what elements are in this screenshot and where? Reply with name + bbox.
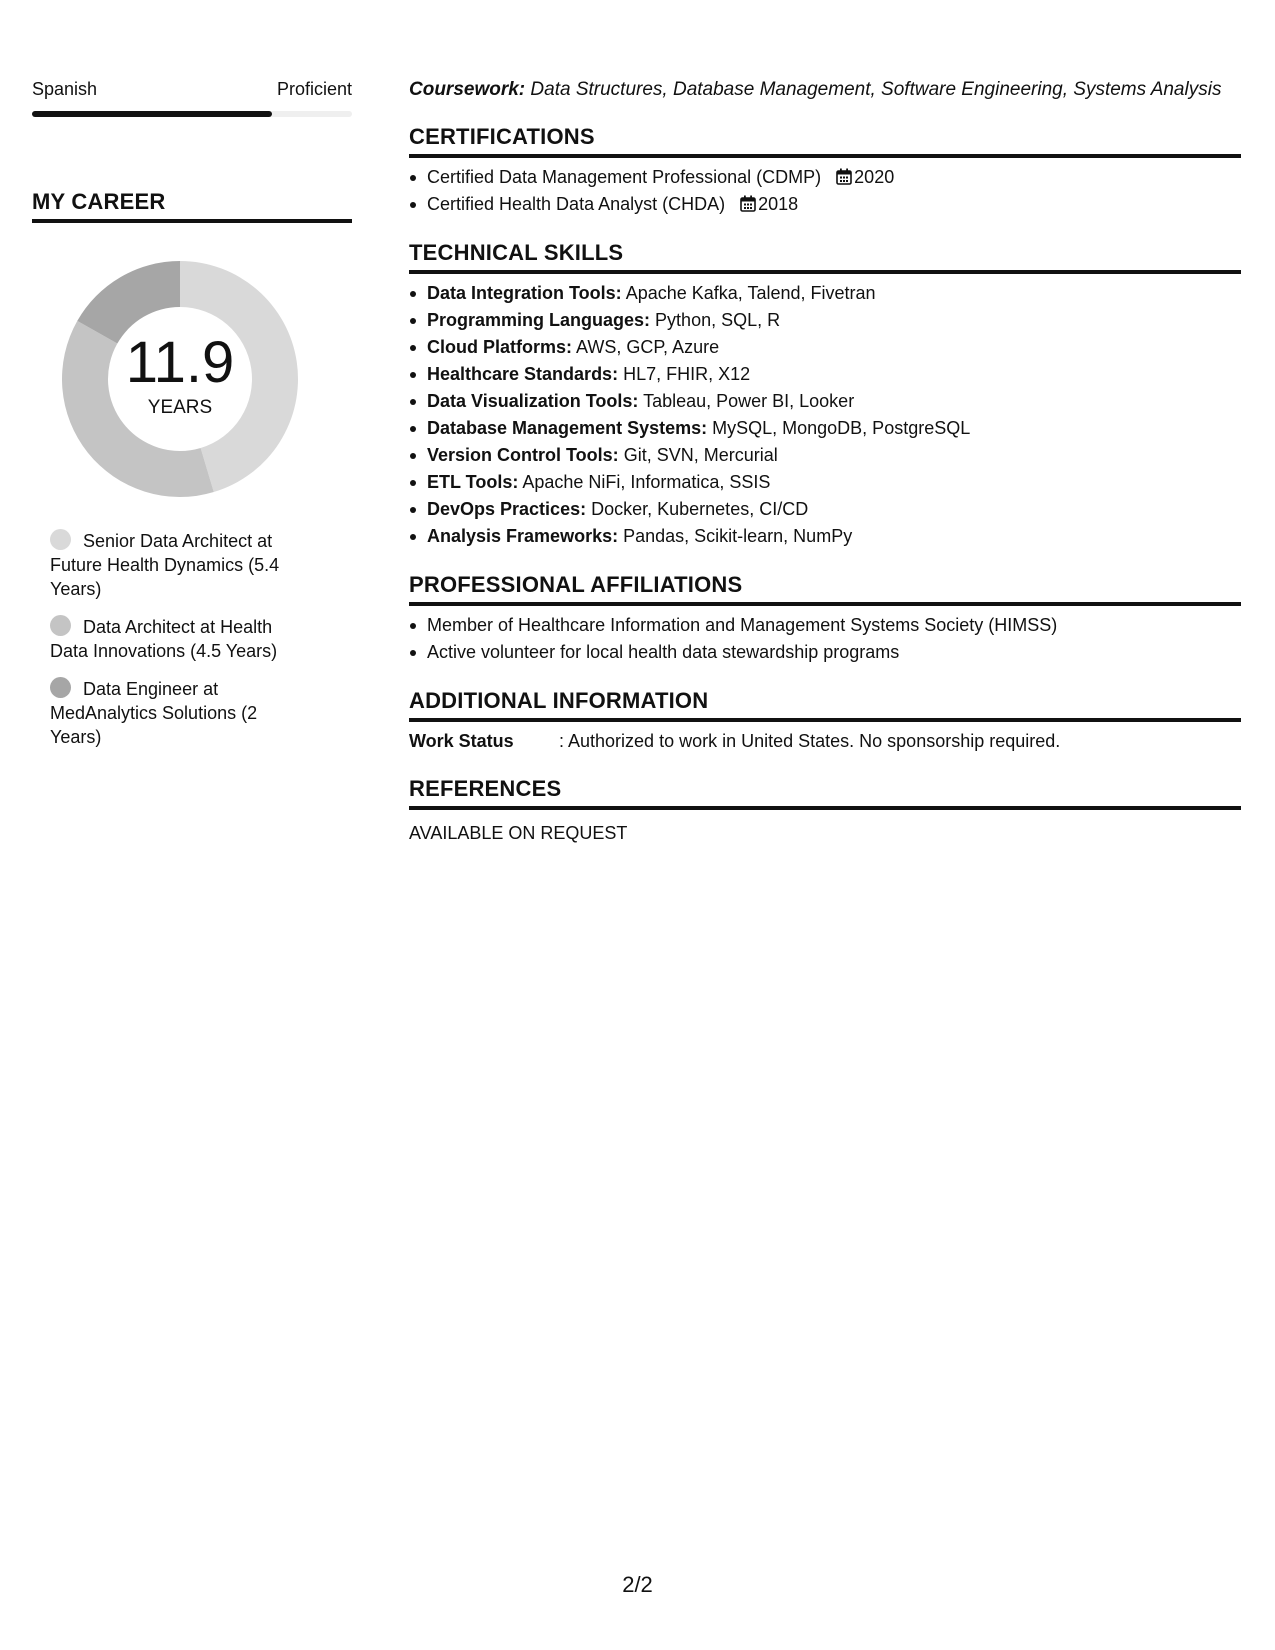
sidebar xyxy=(32,78,352,763)
affiliations-title: PROFESSIONAL AFFILIATIONS xyxy=(409,572,1241,606)
certifications-title: CERTIFICATIONS xyxy=(409,124,1241,158)
skill-label: Version Control Tools: xyxy=(427,445,619,465)
references-text: AVAILABLE ON REQUEST xyxy=(409,823,628,843)
coursework-label: Coursework: xyxy=(409,79,526,100)
career-donut-chart xyxy=(56,255,304,503)
career-total-years: 11.9 xyxy=(125,330,235,395)
skill-value: Git, SVN, Mercurial xyxy=(623,445,778,465)
certification-year: 2018 xyxy=(758,194,799,214)
affiliations-list xyxy=(409,612,1241,666)
career-years-unit: YEARS xyxy=(147,397,213,418)
legend-dot xyxy=(50,615,71,636)
skill-value: Apache NiFi, Informatica, SSIS xyxy=(522,472,771,492)
language-name: Spanish xyxy=(32,79,98,99)
skill-value: HL7, FHIR, X12 xyxy=(623,364,751,384)
certifications-section xyxy=(409,124,1241,218)
certification-item xyxy=(409,164,1241,191)
skill-value: MySQL, MongoDB, PostgreSQL xyxy=(712,418,971,438)
skill-value: Python, SQL, R xyxy=(655,310,781,330)
skill-item xyxy=(409,523,1241,550)
certification-year: 2020 xyxy=(854,167,895,187)
skill-value: Docker, Kubernetes, CI/CD xyxy=(591,499,809,519)
main-column xyxy=(409,78,1241,846)
additional-info-title: ADDITIONAL INFORMATION xyxy=(409,688,1241,722)
coursework-text: Data Structures, Database Management, Software Engineering, Systems Analysis xyxy=(530,79,1222,100)
skill-item xyxy=(409,280,1241,307)
language-level: Proficient xyxy=(276,79,352,99)
skill-label: Cloud Platforms: xyxy=(427,337,573,357)
skill-item xyxy=(409,307,1241,334)
skill-item xyxy=(409,496,1241,523)
affiliation-item: Member of Healthcare Information and Management Systems Society (HIMSS) xyxy=(409,612,1241,639)
skill-item xyxy=(409,442,1241,469)
language-level-bar xyxy=(32,111,352,117)
legend-item xyxy=(50,677,300,749)
skill-label: DevOps Practices: xyxy=(427,499,587,519)
certification-name: Certified Data Management Professional (CDMP) xyxy=(427,167,822,187)
skill-value: AWS, GCP, Azure xyxy=(576,337,720,357)
certification-item xyxy=(409,191,1241,218)
legend-label: Data Architect at Health Data Innovations (4.5 Years) xyxy=(50,617,278,661)
skill-item xyxy=(409,415,1241,442)
skill-item xyxy=(409,361,1241,388)
career-section-title: MY CAREER xyxy=(32,189,352,223)
legend-item xyxy=(50,615,300,663)
legend-dot xyxy=(50,529,71,550)
skill-value: Apache Kafka, Talend, Fivetran xyxy=(625,283,876,303)
skill-label: ETL Tools: xyxy=(427,472,519,492)
work-status-label: Work Status xyxy=(409,731,514,751)
career-legend xyxy=(50,529,300,749)
calendar-icon xyxy=(740,195,756,212)
skill-value: Pandas, Scikit-learn, NumPy xyxy=(623,526,853,546)
calendar-icon xyxy=(836,168,852,185)
skills-list xyxy=(409,280,1241,550)
skill-label: Data Integration Tools: xyxy=(427,283,622,303)
coursework xyxy=(409,78,1241,102)
references-title: REFERENCES xyxy=(409,776,1241,810)
page-number: 2/2 xyxy=(622,1572,653,1597)
skill-label: Healthcare Standards: xyxy=(427,364,619,384)
skill-label: Data Visualization Tools: xyxy=(427,391,639,411)
legend-label: Senior Data Architect at Future Health Dynamics (5.4 Years) xyxy=(50,531,280,599)
legend-label: Data Engineer at MedAnalytics Solutions (2 Years) xyxy=(50,679,258,747)
legend-dot xyxy=(50,677,71,698)
technical-skills-title: TECHNICAL SKILLS xyxy=(409,240,1241,274)
certification-name: Certified Health Data Analyst (CHDA) xyxy=(427,194,726,214)
affiliations-section xyxy=(409,572,1241,666)
skill-label: Database Management Systems: xyxy=(427,418,708,438)
certifications-list xyxy=(409,164,1241,218)
skill-label: Analysis Frameworks: xyxy=(427,526,619,546)
references-section xyxy=(409,776,1241,846)
skill-item xyxy=(409,388,1241,415)
skill-item xyxy=(409,469,1241,496)
work-status-row xyxy=(409,728,1241,754)
skill-item xyxy=(409,334,1241,361)
donut-center xyxy=(56,255,304,503)
affiliation-item: Active volunteer for local health data stewardship programs xyxy=(409,639,1241,666)
additional-info-section xyxy=(409,688,1241,754)
legend-item xyxy=(50,529,300,601)
language-spanish xyxy=(32,78,352,117)
work-status-value: : Authorized to work in United States. No sponsorship required. xyxy=(559,731,1061,751)
technical-skills-section xyxy=(409,240,1241,550)
language-level-bar-fill xyxy=(32,111,272,117)
skill-label: Programming Languages: xyxy=(427,310,651,330)
skill-value: Tableau, Power BI, Looker xyxy=(643,391,855,411)
